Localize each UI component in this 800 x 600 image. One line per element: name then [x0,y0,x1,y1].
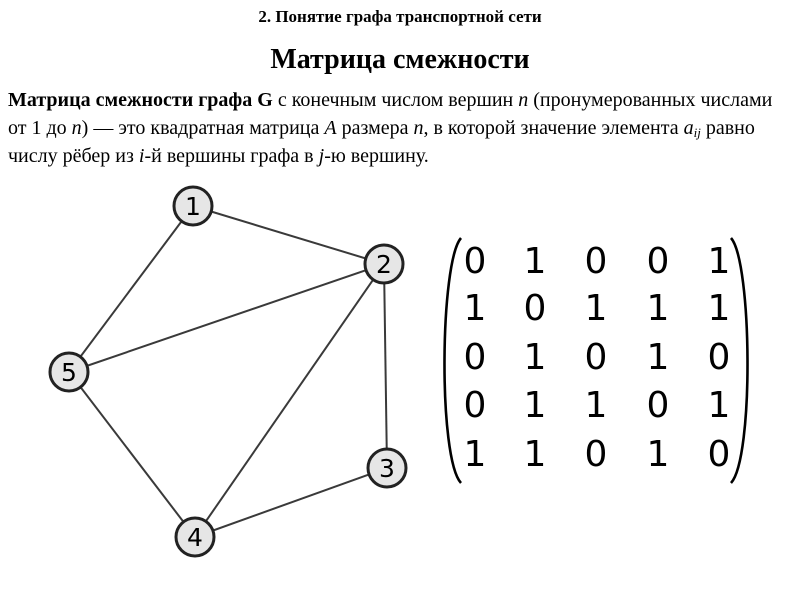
matrix-cell-2-3: 1 [584,288,608,329]
definition-term: Матрица смежности графа G [8,89,273,111]
matrix-cell-2-2: 0 [523,288,547,329]
graph-vertex-1 [174,187,212,225]
matrix-cell-5-2: 1 [523,434,547,475]
slide-heading: Матрица смежности [270,44,530,75]
matrix-cell-5-1: 1 [463,434,487,475]
graph-vertex-3 [368,449,406,487]
matrix-cell-1-2: 1 [523,241,547,282]
var-a-matrix: A [324,117,337,139]
matrix-cell-4-4: 0 [646,385,670,426]
var-n: n [518,89,529,111]
matrix-cell-3-3: 0 [584,337,608,378]
matrix-cell-1-1: 0 [463,241,487,282]
matrix-cells [464,241,731,475]
matrix-cell-3-5: 0 [707,337,731,378]
matrix-cell-2-4: 1 [646,288,670,329]
vertex-label: 3 [379,454,395,483]
matrix-cell-5-5: 0 [707,434,731,475]
graph-vertex-5 [50,353,88,391]
matrix-right-bracket [731,238,748,483]
graph-vertex-4 [176,518,214,556]
matrix-cell-2-1: 1 [463,288,487,329]
graph-edges [69,206,387,537]
definition-part: размера [336,117,414,139]
matrix-cell-5-3: 0 [584,434,608,475]
section-title: 2. Понятие графа транспортной сети [258,7,542,26]
vertex-label: 4 [187,523,203,552]
graph-edge-2-4 [195,264,384,537]
graph-edge-1-5 [69,206,193,372]
graph-edge-3-4 [195,468,387,537]
vertex-label: 5 [61,358,77,387]
vertex-label: 2 [376,250,392,279]
var-a-element: a [683,117,694,139]
matrix-cell-1-4: 0 [646,241,670,282]
matrix-cell-3-4: 1 [646,337,670,378]
definition-part: равно числу рёбер из [8,117,755,167]
var-n: n [71,117,82,139]
matrix-cell-5-4: 1 [646,434,670,475]
definition-part: , в которой значение элемента [423,117,684,139]
matrix-cell-4-5: 1 [707,385,731,426]
matrix-cell-3-2: 1 [523,337,547,378]
matrix-cell-2-5: 1 [707,288,731,329]
graph-edge-2-3 [384,264,387,468]
matrix-cell-1-5: 1 [707,241,731,282]
definition-part: с конечным числом вершин [272,89,519,111]
matrix-left-bracket [444,238,461,483]
definition-part: -й вершины графа в [144,145,319,167]
definition-part: -ю вершину. [324,145,429,167]
graph-edge-1-2 [193,206,384,264]
var-n: n [413,117,424,139]
matrix-cell-4-3: 1 [584,385,608,426]
matrix-cell-1-3: 0 [584,241,608,282]
definition-part: ) — это квадратная матрица [81,117,325,139]
graph-edge-4-5 [69,372,195,537]
var-j: j [318,145,325,167]
var-i: i [138,145,145,167]
matrix-cell-4-2: 1 [523,385,547,426]
vertex-label: 1 [185,192,201,221]
graph-vertex-2 [365,245,403,283]
var-ij-subscript: ij [693,125,701,140]
matrix-cell-3-1: 0 [463,337,487,378]
adjacency-matrix [444,238,747,483]
graph-vertices [50,187,406,556]
matrix-cell-4-1: 0 [463,385,487,426]
graph-edge-2-5 [69,264,384,372]
definition-part: (пронумерованных числами от 1 до [8,89,773,139]
